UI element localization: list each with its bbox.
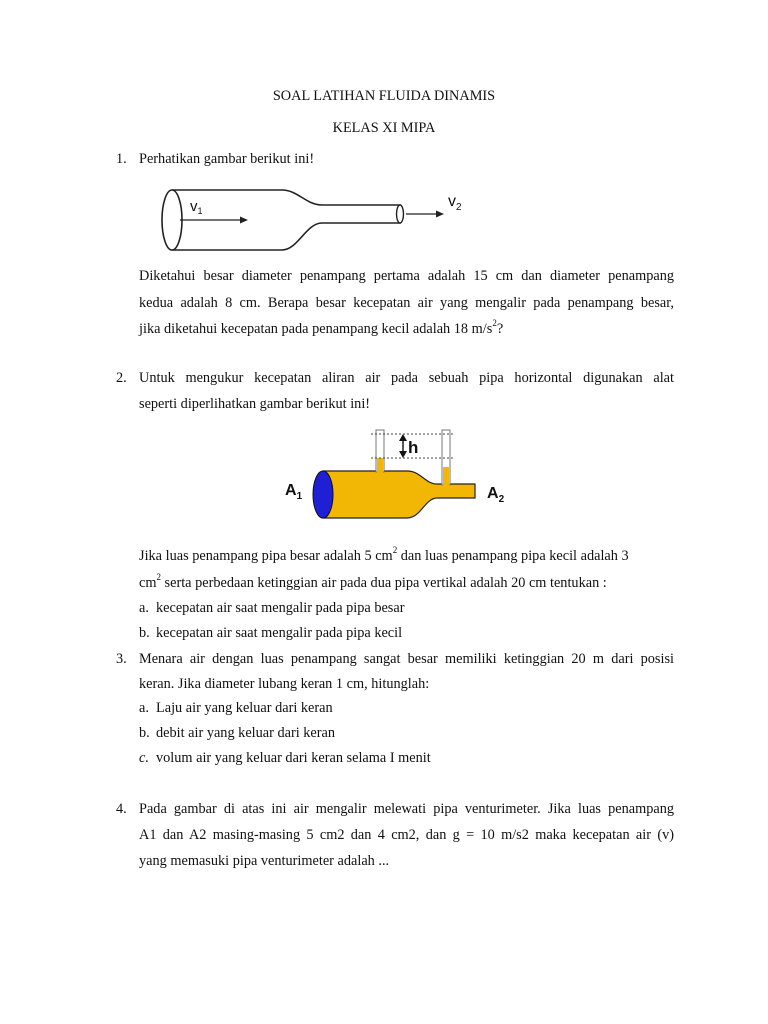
question-4-line-2: A1 dan A2 masing-masing 5 cm2 dan 4 cm2, dan g = 10 m/s2 maka kecepatan air (v) — [139, 827, 674, 843]
question-1-line-2: kedua adalah 8 cm. Berapa besar kecepatan air yang mengalir pada penampang besar, — [139, 295, 674, 311]
question-2-line-4: $cm^2$ serta perbedaan ketinggian air pada dua pipa vertikal adalah 20 cm tentukan : — [139, 572, 607, 591]
question-4-number: 4. — [116, 801, 127, 817]
pipe-inlet-cross-section — [162, 190, 182, 250]
question-3-item-b: b. debit air yang keluar dari keran — [139, 725, 336, 741]
h-label: h — [408, 438, 419, 457]
question-4-line-1: Pada gambar di atas ini air mengalir melewati pipa venturimeter. Jika luas penampang — [139, 801, 674, 817]
question-2-line-1: Untuk mengukur kecepatan aliran air pada sebuah pipa horizontal digunakan alat — [139, 370, 674, 386]
venturi-pipe — [323, 430, 475, 518]
pipe-velocity-diagram — [150, 185, 480, 255]
question-3-item-c: c. volum air yang keluar dari keran selama I menit — [139, 750, 431, 766]
question-4-line-3: yang memasuki pipa venturimeter adalah ... — [139, 853, 390, 869]
v2-arrow — [436, 211, 444, 218]
question-1-number: 1. — [116, 151, 127, 167]
question-3-line-1: Menara air dengan luas penampang sangat besar memiliki ketinggian 20 m dari posisi — [139, 651, 674, 667]
question-2-line-3: Jika luas penampang pipa besar adalah 5 $cm^2$ dan luas penampang pipa kecil adalah 3 — [139, 545, 629, 564]
v1-arrow — [240, 217, 248, 224]
v1-label: $v_1$ — [190, 198, 203, 216]
question-2-line-2: seperti diperlihatkan gambar berikut ini! — [139, 396, 371, 412]
v2-label: $v_2$ — [448, 193, 462, 213]
h-arrow-down — [399, 451, 407, 458]
h-arrow-up — [399, 434, 407, 441]
venturimeter-diagram — [275, 420, 525, 532]
a2-label: $A_2$ — [487, 485, 505, 505]
question-1-intro: Perhatikan gambar berikut ini! — [139, 151, 315, 167]
question-3-number: 3. — [116, 651, 127, 667]
question-3-item-a: a. Laju air yang keluar dari keran — [139, 700, 333, 716]
document-subtitle: KELAS XI MIPA — [332, 120, 436, 136]
a1-label: $A_1$ — [285, 482, 303, 502]
a1-cross-section — [313, 471, 333, 518]
pipe-outlet-cross-section — [397, 205, 404, 223]
question-2-item-a: a. kecepatan air saat mengalir pada pipa besar — [139, 600, 405, 616]
question-2-number: 2. — [116, 370, 127, 386]
question-1-line-3: jika diketahui kecepatan pada penampang kecil adalah 18 $m/s^2$? — [139, 318, 504, 337]
question-2-item-b: b. kecepatan air saat mengalir pada pipa kecil — [139, 625, 403, 641]
question-3-line-2: keran. Jika diameter lubang keran 1 cm, hitunglah: — [139, 676, 430, 692]
question-1-line-1: Diketahui besar diameter penampang pertama adalah 15 cm dan diameter penampang — [139, 268, 674, 284]
document-title: SOAL LATIHAN FLUIDA DINAMIS — [272, 88, 496, 104]
